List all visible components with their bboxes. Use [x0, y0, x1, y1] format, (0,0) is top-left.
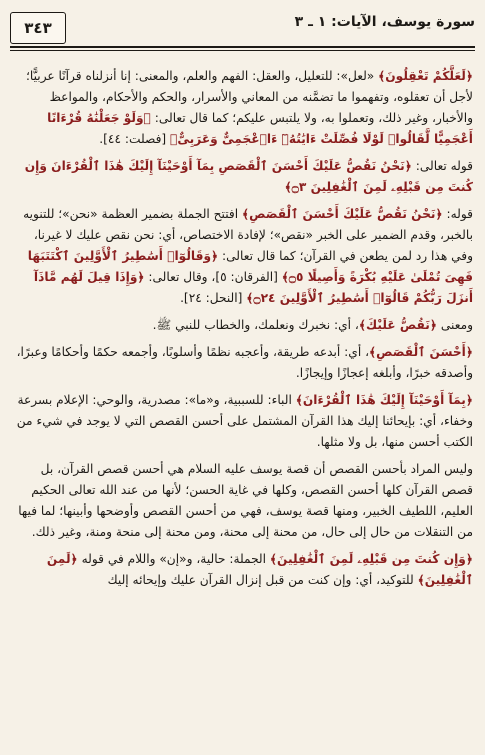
body-text: الباء: للسببية، و«ما»: مصدرية، والوحي: الإعلام بسرعة وخفاء، أي: بإيحائنا إليك هذا القرآن المشتمل على أحسن القصص التي لا يوجد في شيء من الكتب أحسن منها، بل ولا مثلها. [16, 393, 473, 449]
body-text: «لعل»: للتعليل، والعقل: الفهم والعلم، والمعنى: إنا أنزلناه قرآنًا عربيًّا؛ لأجل أن تعقلوه، وتفهموا ما تضمَّنه من المعاني والأسرار، والحكم والأحكام، والمواعظ والأخبار، وغير ذلك، وتعملوا به، ولا يلتبس عليكم؛ كما قال تعالى: [26, 69, 473, 125]
body-text: ومعنى [436, 318, 473, 332]
body-text: قوله: [442, 207, 473, 221]
quran-quote: ﴿وَإِن كُنتَ مِن قَبْلِهِۦ لَمِنَ ٱلْغَٰفِلِينَ﴾ [269, 552, 473, 566]
quran-quote: ﴿بِمَآ أَوْحَيْنَآ إِلَيْكَ هَٰذَا ٱلْقُرْءَانَ﴾ [295, 393, 473, 407]
paragraph [14, 66, 473, 150]
quran-quote: ﴿نَقُصُّ عَلَيْكَ﴾ [358, 318, 437, 332]
paragraph [14, 549, 473, 591]
quran-quote: ﴿نَحْنُ نَقُصُّ عَلَيْكَ أَحْسَنَ ٱلْقَصَصِ بِمَآ أَوْحَيْنَآ إِلَيْكَ هَٰذَا ٱلْقُرْءَانَ وَإِن كُنتَ مِن قَبْلِهِۦ لَمِنَ ٱلْغَٰفِلِينَ ۝٣﴾ [24, 159, 473, 194]
body-text: الجملة: حالية، و«إن» واللام في قوله [77, 552, 270, 566]
paragraph [14, 315, 473, 336]
body-text: [الفرقان: ٥]، وقال تعالى: [144, 270, 282, 284]
header-rule-thin [10, 50, 475, 51]
body-text: افتتح الجملة بضمير العظمة «نحن»؛ للتنويه بالخبر، وقدم الضمير على الخبر «نقص»؛ لإفادة الاختصاص، أي: نحن نقص عليك لا غيرنا، وفي هذا رد لمن يطعن في القرآن؛ كما قال تعالى: [23, 207, 473, 263]
paragraph [14, 156, 473, 198]
quran-quote: ﴿وَلَوْ جَعَلْنَٰهُ قُرْءَانًا أَعْجَمِيًّا لَّقَالُوا۟ لَوْلَا فُصِّلَتْ ءَايَٰتُهُۥٓ ءَا۬عْجَمِىٌّ وَعَرَبِىٌّ﴾ [47, 111, 473, 146]
page-number-box [10, 12, 66, 44]
quran-quote: ﴿لَمِنَ ٱلْغَٰفِلِينَ﴾ [46, 552, 473, 587]
quran-quote: ﴿وَقَالُوٓا۟ أَسَٰطِيرُ ٱلْأَوَّلِينَ ٱكْتَتَبَهَا فَهِىَ تُمْلَىٰ عَلَيْهِ بُكْرَةً وَأَصِيلًا ۝٥﴾ [27, 249, 473, 284]
quran-quote: ﴿لَعَلَّكُمْ تَعْقِلُونَ﴾ [378, 69, 473, 83]
quran-quote: ﴿وَإِذَا قِيلَ لَهُم مَّاذَآ أَنزَلَ رَبُّكُمْ قَالُوٓا۟ أَسَٰطِيرُ ٱلْأَوَّلِينَ ۝٢٤﴾ [33, 270, 473, 305]
body-text: وليس المراد بأحسن القصص أن قصة يوسف عليه السلام هي أحسن قصص القرآن، بل قصص القرآن كلها أحسن القصص، وكلها في غاية الحسن؛ لأنها من عند الله تعالى الحكيم العليم، اللطيف الخبير، ومنها قصة يوسف، فهي من أحسن القصص وأوضحها وأبينها؛ لما فيها من التنقلات من حال إلى حال، من محنة إلى محنة، ومن محنة إلى منحة ومنة، وغير ذلك. [18, 462, 473, 539]
body-text: للتوكيد، أي: وإن كنت من قبل إنزال القرآن عليك وإيحائه إليك [107, 573, 418, 587]
quran-quote: ﴿أَحْسَنَ ٱلْقَصَصِ﴾ [369, 345, 473, 359]
body-text: [النحل: ٢٤]. [180, 291, 247, 305]
body-text: ، أي: نخبرك ونعلمك، والخطاب للنبي ﷺ. [152, 318, 359, 332]
running-title: سورة يوسف، الآيات: ١ ـ ٣ [294, 14, 475, 30]
paragraph [14, 390, 473, 453]
paragraph [14, 459, 473, 543]
paragraph [14, 342, 473, 384]
page-header [10, 8, 475, 64]
body-text: قوله تعالى: [411, 159, 473, 173]
page-number: ٣٤٣ [24, 19, 52, 37]
page-body [14, 66, 473, 597]
body-text: ، أي: أبدعه طريقة، وأعجبه نظمًا وأسلوبًا، وأجمعه حكمًا وأحكامًا وعبرًا، وأصدقه خبرًا، وأبلغه إعجازًا وإيجازًا. [16, 345, 473, 380]
quran-quote: ﴿نَحْنُ نَقُصُّ عَلَيْكَ أَحْسَنَ ٱلْقَصَصِ﴾ [242, 207, 443, 221]
paragraph [14, 204, 473, 309]
body-text: [فصلت: ٤٤]. [99, 132, 171, 146]
header-rule [10, 46, 475, 48]
